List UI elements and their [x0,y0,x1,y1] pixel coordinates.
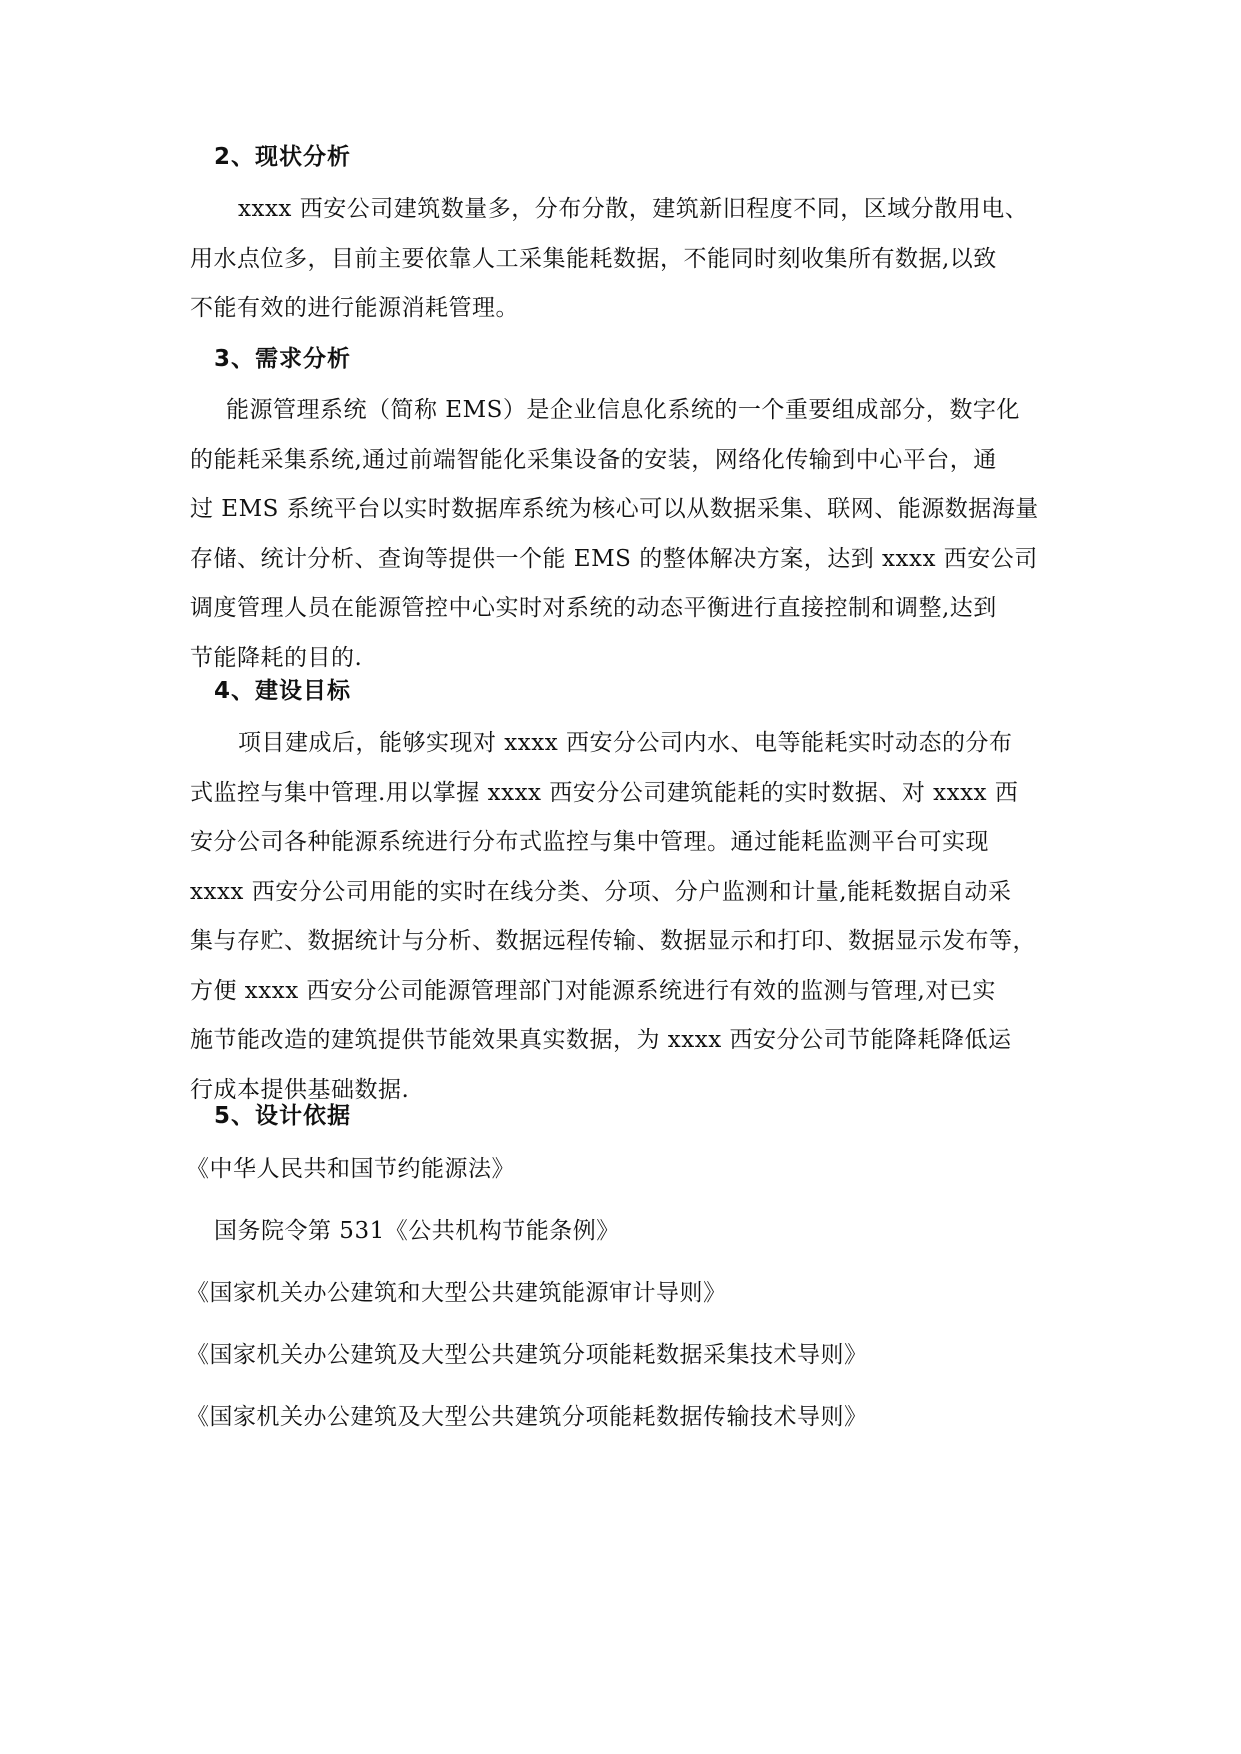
paragraph-line: 式监控与集中管理.用以掌握 xxxx 西安分公司建筑能耗的实时数据、对 xxxx 西 [190,779,1019,806]
paragraph-line: 能源管理系统（简称 EMS）是企业信息化系统的一个重要组成部分，数字化 [226,397,1020,423]
paragraph-line: 过 EMS 系统平台以实时数据库系统为核心可以从数据采集、联网、能源数据海量 [190,496,1039,522]
reference-item: 《国家机关办公建筑和大型公共建筑能源审计导则》 [186,1280,727,1306]
paragraph-status-analysis [190,185,1070,334]
section-heading-design-basis: 5、设计依据 [214,1103,352,1129]
paragraph-line: 节能降耗的目的. [190,644,363,671]
paragraph-line: 存储、统计分析、查询等提供一个能 EMS 的整体解决方案，达到 xxxx 西安公司 [190,545,1038,572]
reference-item: 《国家机关办公建筑及大型公共建筑分项能耗数据传输技术导则》 [186,1404,868,1430]
paragraph-line: 安分公司各种能源系统进行分布式监控与集中管理。通过能耗监测平台可实现 [190,829,989,855]
paragraph-line: 行成本提供基础数据. [190,1076,410,1103]
paragraph-line: 方便 xxxx 西安分公司能源管理部门对能源系统进行有效的监测与管理,对已实 [190,977,996,1004]
paragraph-line: 施节能改造的建筑提供节能效果真实数据，为 xxxx 西安分公司节能降耗降低运 [190,1027,1012,1053]
reference-item: 《中华人民共和国节约能源法》 [186,1156,515,1182]
paragraph-line: xxxx 西安分公司用能的实时在线分类、分项、分户监测和计量,能耗数据自动采 [190,878,1012,905]
paragraph-line: 不能有效的进行能源消耗管理。 [190,295,519,321]
section-heading-construction-goals: 4、建设目标 [214,678,352,704]
paragraph-line: 调度管理人员在能源管控中心实时对系统的动态平衡进行直接控制和调整,达到 [190,595,997,621]
paragraph-line: 项目建成后，能够实现对 xxxx 西安分公司内水、电等能耗实时动态的分布 [238,730,1013,756]
reference-item: 国务院令第 531《公共机构节能条例》 [214,1218,620,1244]
section-heading-status-analysis: 2、现状分析 [214,144,352,170]
paragraph-line: 集与存贮、数据统计与分析、数据远程传输、数据显示和打印、数据显示发布等， [190,928,1036,954]
reference-item: 《国家机关办公建筑及大型公共建筑分项能耗数据采集技术导则》 [186,1342,868,1368]
paragraph-requirements-analysis [190,386,1070,683]
paragraph-line: 的能耗采集系统,通过前端智能化采集设备的安装，网络化传输到中心平台，通 [190,446,997,473]
paragraph-construction-goals [190,719,1070,1115]
paragraph-line: 用水点位多，目前主要依靠人工采集能耗数据，不能同时刻收集所有数据,以致 [190,245,997,272]
section-heading-requirements-analysis: 3、需求分析 [214,346,352,372]
paragraph-line: xxxx 西安公司建筑数量多，分布分散，建筑新旧程度不同，区域分散用电、 [238,196,1029,222]
